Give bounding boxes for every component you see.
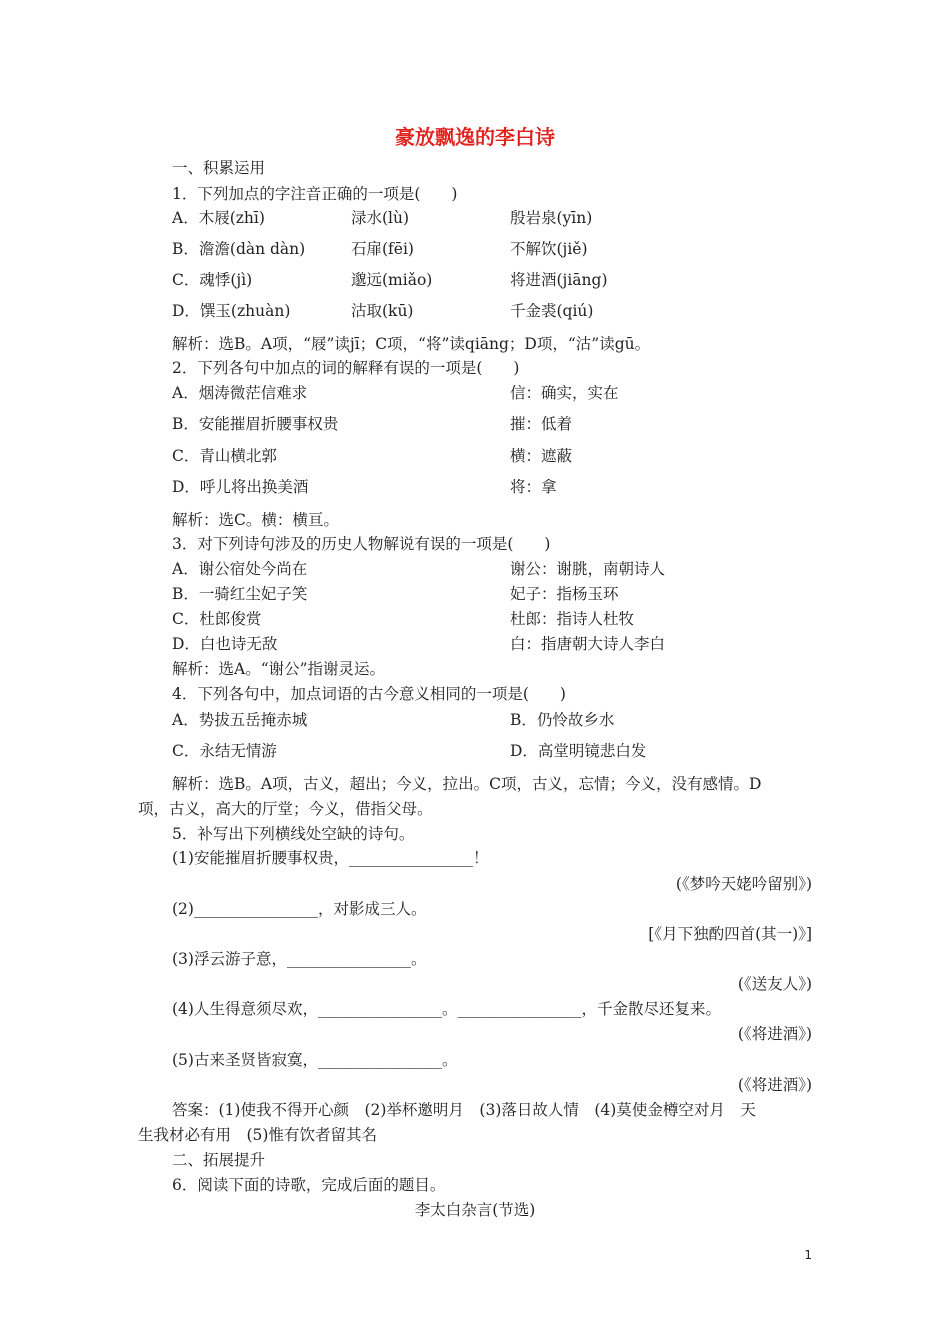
q3-option-a-note: 谢公：谢朓，南朝诗人 bbox=[510, 560, 666, 578]
q3-stem: 3．对下列诗句涉及的历史人物解说有误的一项是( ) bbox=[172, 535, 551, 553]
q4-analysis-line2: 项，古义，高大的厅堂；今义，借指父母。 bbox=[138, 800, 433, 818]
q5-item-3-source: (《送友人》) bbox=[737, 975, 812, 993]
page-title: 豪放飘逸的李白诗 bbox=[395, 125, 555, 149]
q5-item-3: (3)浮云游子意，________________。 bbox=[172, 950, 427, 968]
q5-item-5-source: (《将进酒》) bbox=[737, 1076, 812, 1094]
q3-option-c-note: 杜郎：指诗人杜牧 bbox=[510, 610, 635, 628]
q2-option-a-note: 信：确实，实在 bbox=[510, 384, 619, 402]
q1-option-d-3: 千金裘(qiú) bbox=[510, 302, 594, 320]
q1-analysis: 解析：选B。A项，“屐”读jī；C项，“将”读qiāng；D项，“沽”读gū。 bbox=[172, 335, 651, 353]
q3-option-d-note: 白：指唐朝大诗人李白 bbox=[510, 635, 666, 653]
q2-option-a: A．烟涛微茫信难求 bbox=[172, 384, 308, 402]
q4-stem: 4．下列各句中，加点词语的古今意义相同的一项是( ) bbox=[172, 685, 566, 703]
q1-option-a: A．木屐(zhī) bbox=[172, 209, 265, 227]
q5-item-1-source: (《梦吟天姥吟留别》) bbox=[675, 875, 812, 893]
q5-item-4-source: (《将进酒》) bbox=[737, 1025, 812, 1043]
q1-option-a-2: 渌水(lù) bbox=[351, 209, 410, 227]
q6-stem: 6．阅读下面的诗歌，完成后面的题目。 bbox=[172, 1176, 446, 1194]
q3-option-c: C．杜郎俊赏 bbox=[172, 610, 262, 628]
q2-option-d: D．呼儿将出换美酒 bbox=[172, 478, 309, 496]
q3-option-d: D．白也诗无敌 bbox=[172, 635, 278, 653]
q4-option-a: A．势拔五岳掩赤城 bbox=[172, 711, 308, 729]
q2-option-d-note: 将：拿 bbox=[510, 478, 557, 496]
section-heading-2: 二、拓展提升 bbox=[172, 1151, 266, 1169]
q5-item-1: (1)安能摧眉折腰事权贵，________________！ bbox=[172, 849, 489, 867]
q3-option-b: B．一骑红尘妃子笑 bbox=[172, 585, 308, 603]
q4-option-c: C．永结无情游 bbox=[172, 742, 277, 760]
q4-analysis-line1: 解析：选B。A项，古义，超出；今义，拉出。C项，古义，忘情；今义，没有感情。D bbox=[172, 775, 762, 793]
q5-answer-line2: 生我材必有用 (5)惟有饮者留其名 bbox=[138, 1126, 377, 1144]
q2-stem: 2．下列各句中加点的词的解释有误的一项是( ) bbox=[172, 359, 520, 377]
q5-item-2-source: [《月下独酌四首(其一)》] bbox=[648, 925, 812, 943]
q1-option-b-3: 不解饮(jiě) bbox=[510, 240, 588, 258]
q5-item-5: (5)古来圣贤皆寂寞，________________。 bbox=[172, 1051, 458, 1069]
q2-option-b-note: 摧：低着 bbox=[510, 415, 573, 433]
q5-stem: 5．补写出下列横线处空缺的诗句。 bbox=[172, 825, 415, 843]
q5-item-2: (2)________________，对影成三人。 bbox=[172, 900, 427, 918]
q5-answer-line1: 答案：(1)使我不得开心颜 (2)举杯邀明月 (3)落日故人情 (4)莫使金樽空对月 天 bbox=[172, 1101, 756, 1119]
q1-option-a-3: 殷岩泉(yīn) bbox=[510, 209, 593, 227]
q5-item-4: (4)人生得意须尽欢，________________。________________，千金散尽还复来。 bbox=[172, 1000, 721, 1018]
q1-option-c-2: 邈远(miǎo) bbox=[351, 271, 433, 289]
q3-option-a: A．谢公宿处今尚在 bbox=[172, 560, 308, 578]
q4-option-d: D．高堂明镜悲白发 bbox=[510, 742, 647, 760]
q1-stem: 1．下列加点的字注音正确的一项是( ) bbox=[172, 185, 458, 203]
q3-analysis: 解析：选A。“谢公”指谢灵运。 bbox=[172, 660, 386, 678]
q4-option-b: B．仍怜故乡水 bbox=[510, 711, 615, 729]
q1-option-b: B．澹澹(dàn dàn) bbox=[172, 240, 306, 258]
q3-option-b-note: 妃子：指杨玉环 bbox=[510, 585, 619, 603]
q1-option-c-3: 将进酒(jiāng) bbox=[510, 271, 608, 289]
q2-analysis: 解析：选C。横：横亘。 bbox=[172, 511, 339, 529]
q2-option-b: B．安能摧眉折腰事权贵 bbox=[172, 415, 339, 433]
q1-option-c: C．魂悸(jì) bbox=[172, 271, 253, 289]
q1-option-d: D．馔玉(zhuàn) bbox=[172, 302, 291, 320]
q2-option-c: C．青山横北郭 bbox=[172, 447, 277, 465]
section-heading-1: 一、积累运用 bbox=[172, 159, 266, 177]
q1-option-b-2: 石扉(fēi) bbox=[351, 240, 414, 258]
q1-option-d-2: 沽取(kū) bbox=[351, 302, 414, 320]
page-number: 1 bbox=[804, 1248, 812, 1262]
q2-option-c-note: 横：遮蔽 bbox=[510, 447, 573, 465]
poem-title: 李太白杂言(节选) bbox=[414, 1201, 536, 1219]
